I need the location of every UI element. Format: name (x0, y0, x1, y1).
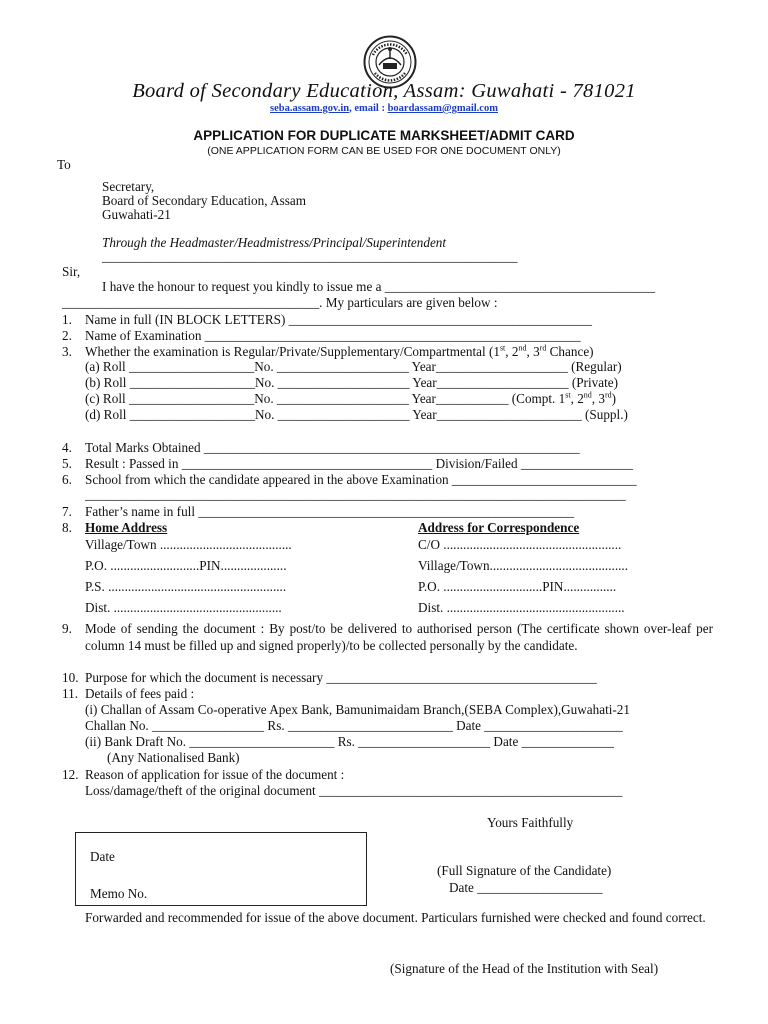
challan-field[interactable]: Challan No. _________________ Rs. _________________________ Date _____________________ (85, 718, 623, 733)
website-link[interactable]: seba.assam.gov.in (270, 103, 350, 114)
salutation: Sir, (62, 264, 81, 279)
email-link[interactable]: boardassam@gmail.com (387, 103, 498, 114)
home-ps-field[interactable]: P.S. ...................................................... (85, 579, 287, 594)
item-number: 10. (62, 670, 79, 685)
forwarded-text: Forwarded and recommended for issue of the above document. Particulars furnished were checked and found correct. (85, 910, 706, 925)
exam-name-field[interactable]: Name of Examination _________________________________________________________ (85, 328, 581, 343)
home-village-field[interactable]: Village/Town ........................................ (85, 537, 292, 552)
item-number: 7. (62, 504, 72, 519)
roll-supplementary-field[interactable]: (d) Roll ___________________No. ____________________ Year______________________ (Suppl.) (85, 407, 628, 422)
item-number: 1. (62, 312, 72, 327)
item-number: 2. (62, 328, 72, 343)
item-number: 9. (62, 621, 72, 636)
request-line[interactable]: I have the honour to request you kindly to issue me a _________________________________________ (102, 279, 656, 294)
item-number: 5. (62, 456, 72, 471)
box-date-label: Date (90, 849, 115, 864)
home-po-field[interactable]: P.O. ...........................PIN.................... (85, 558, 287, 573)
item-number: 3. (62, 344, 72, 359)
box-memo-label: Memo No. (90, 886, 148, 901)
address-line-3: Guwahati-21 (102, 207, 171, 222)
item-number: 4. (62, 440, 72, 455)
nationalised-bank-note: (Any Nationalised Bank) (107, 750, 240, 765)
board-title: Board of Secondary Education, Assam: Guwahati - 781021 (132, 80, 636, 102)
home-address-heading: Home Address (85, 520, 168, 535)
head-signature-label: (Signature of the Head of the Institution with Seal) (390, 961, 659, 976)
fees-heading: Details of fees paid : (85, 686, 195, 701)
contact-links (0, 102, 768, 115)
roll-compartmental-field[interactable]: (c) Roll ___________________No. ____________________ Year___________ (Compt. 1st, 2nd, 3rd) (85, 390, 617, 406)
form-subtitle: (ONE APPLICATION FORM CAN BE USED FOR ONE DOCUMENT ONLY) (207, 145, 561, 157)
reason-field[interactable]: Loss/damage/theft of the original document ______________________________________________ (85, 783, 623, 798)
address-line-2: Board of Secondary Education, Assam (102, 193, 306, 208)
through-text: Through the Headmaster/Headmistress/Principal/Superintendent (102, 235, 447, 250)
purpose-field[interactable]: Purpose for which the document is necessary _________________________________________ (85, 670, 597, 685)
address-line-1: Secretary, (102, 179, 155, 194)
to-label: To (57, 157, 71, 172)
exam-type-question: Whether the examination is Regular/Private/Supplementary/Compartmental (1st, 2nd, 3rd Chance) (85, 343, 594, 359)
particulars-line[interactable]: _______________________________________. My particulars are given below : (62, 295, 498, 310)
through-blank[interactable]: _______________________________________________________________ (102, 249, 518, 264)
total-marks-field[interactable]: Total Marks Obtained _________________________________________________________ (85, 440, 580, 455)
yours-faithfully: Yours Faithfully (487, 815, 574, 830)
email-label: , email : (349, 103, 388, 114)
item-number: 12. (62, 767, 79, 782)
school-field-line-2[interactable]: __________________________________________________________________________________ (85, 487, 626, 502)
challan-bank-text: (i) Challan of Assam Co-operative Apex Bank, Bamunimaidam Branch,(SEBA Complex),Guwahati-21 (85, 702, 630, 717)
item-number: 6. (62, 472, 72, 487)
mode-of-sending-text: Mode of sending the document : By post/to be delivered to authorised person (The certificate shown over-leaf per column 14 must be filled up and signed properly)/to be collected personally by the candidate. (85, 621, 713, 653)
correspondence-address-heading: Address for Correspondence (418, 520, 580, 535)
corr-co-field[interactable]: C/O ...................................................... (418, 537, 622, 552)
reason-heading: Reason of application for issue of the document : (85, 767, 345, 782)
roll-private-field[interactable]: (b) Roll ___________________No. ____________________ Year____________________ (Private) (85, 375, 618, 390)
corr-dist-field[interactable]: Dist. ...................................................... (418, 600, 625, 615)
school-field[interactable]: School from which the candidate appeared in the above Examination ____________________________ (85, 472, 637, 487)
form-title: APPLICATION FOR DUPLICATE MARKSHEET/ADMIT CARD (193, 128, 575, 143)
item-number: 11. (62, 686, 78, 701)
item-number: 8. (62, 520, 72, 535)
candidate-signature-label: (Full Signature of the Candidate) (437, 863, 612, 878)
father-name-field[interactable]: Father’s name in full _________________________________________________________ (85, 504, 575, 519)
roll-regular-field[interactable]: (a) Roll ___________________No. ____________________ Year____________________ (Regular) (85, 359, 622, 374)
corr-po-field[interactable]: P.O. ..............................PIN................ (418, 579, 617, 594)
candidate-date-field[interactable]: Date ___________________ (449, 880, 603, 895)
home-dist-field[interactable]: Dist. ................................................... (85, 600, 282, 615)
corr-village-field[interactable]: Village/Town.......................................... (418, 558, 629, 573)
name-field[interactable]: Name in full (IN BLOCK LETTERS) ______________________________________________ (85, 312, 592, 327)
bank-draft-field[interactable]: (ii) Bank Draft No. ______________________ Rs. ____________________ Date ______________ (85, 734, 614, 749)
result-field[interactable]: Result : Passed in ______________________________________ Division/Failed _________________ (85, 456, 634, 471)
